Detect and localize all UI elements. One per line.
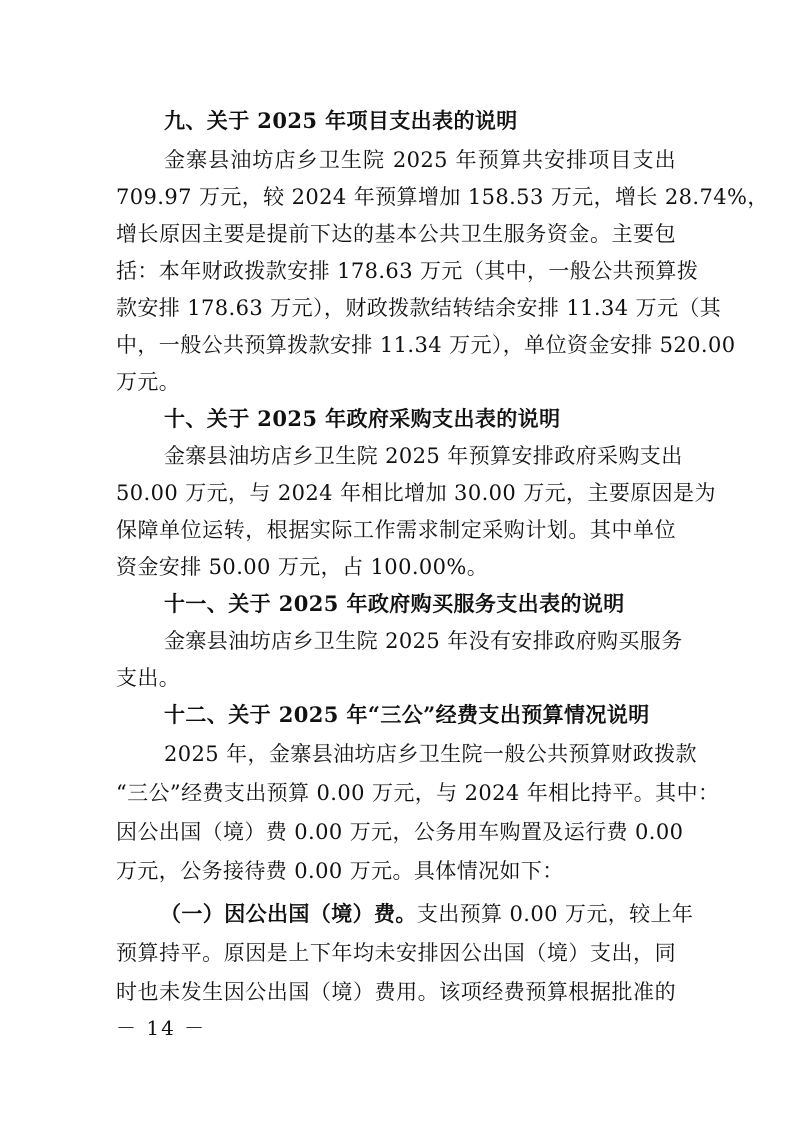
section-heading: 十、关于 2025 年政府采购支出表的说明 — [164, 406, 561, 431]
subsection-first-line — [160, 899, 694, 929]
paragraph-line: “三公”经费支出预算 0.00 万元，与 2024 年相比持平。其中： — [116, 781, 720, 805]
paragraph-line: 增长原因主要是提前下达的基本公共卫生服务资金。主要包 — [116, 222, 676, 246]
paragraph-line: 万元。 — [116, 370, 181, 394]
paragraph-line: 万元，公务接待费 0.00 万元。具体情况如下： — [116, 859, 564, 883]
paragraph-line: 款安排 178.63 万元），财政拨款结转结余安排 11.34 万元（其 — [116, 296, 722, 320]
paragraph-line: 金寨县油坊店乡卫生院 2025 年预算共安排项目支出 — [164, 148, 676, 172]
paragraph-line: 资金安排 50.00 万元，占 100.00%。 — [116, 555, 489, 579]
paragraph-line: 2025 年，金寨县油坊店乡卫生院一般公共预算财政拨款 — [164, 742, 697, 766]
section-heading: 十一、关于 2025 年政府购买服务支出表的说明 — [164, 591, 625, 616]
subsection-title: （一）因公出国（境）费。 — [160, 901, 417, 926]
paragraph-line: 709.97 万元，较 2024 年预算增加 158.53 万元，增长 28.74%， — [116, 185, 769, 209]
paragraph-line: 预算持平。原因是上下年均未安排因公出国（境）支出，同 — [116, 941, 676, 965]
paragraph-line: 中，一般公共预算拨款安排 11.34 万元），单位资金安排 520.00 — [116, 333, 736, 357]
section-heading: 九、关于 2025 年项目支出表的说明 — [164, 108, 518, 133]
paragraph-line: 因公出国（境）费 0.00 万元，公务用车购置及运行费 0.00 — [116, 820, 684, 844]
subsection-text: 支出预算 0.00 万元，较上年 — [416, 902, 694, 926]
paragraph-line: 保障单位运转，根据实际工作需求制定采购计划。其中单位 — [116, 518, 676, 542]
paragraph-line: 时也未发生因公出国（境）费用。该项经费预算根据批准的 — [116, 980, 676, 1004]
paragraph-line: 金寨县油坊店乡卫生院 2025 年预算安排政府采购支出 — [164, 444, 683, 468]
page-number: － 14 － — [116, 1016, 207, 1040]
paragraph-line: 括：本年财政拨款安排 178.63 万元（其中，一般公共预算拨 — [116, 259, 699, 283]
paragraph-line: 金寨县油坊店乡卫生院 2025 年没有安排政府购买服务 — [164, 629, 683, 653]
paragraph-line: 50.00 万元，与 2024 年相比增加 30.00 万元，主要原因是为 — [116, 481, 716, 505]
section-heading: 十二、关于 2025 年“三公”经费支出预算情况说明 — [164, 702, 650, 727]
paragraph-line: 支出。 — [116, 666, 181, 690]
